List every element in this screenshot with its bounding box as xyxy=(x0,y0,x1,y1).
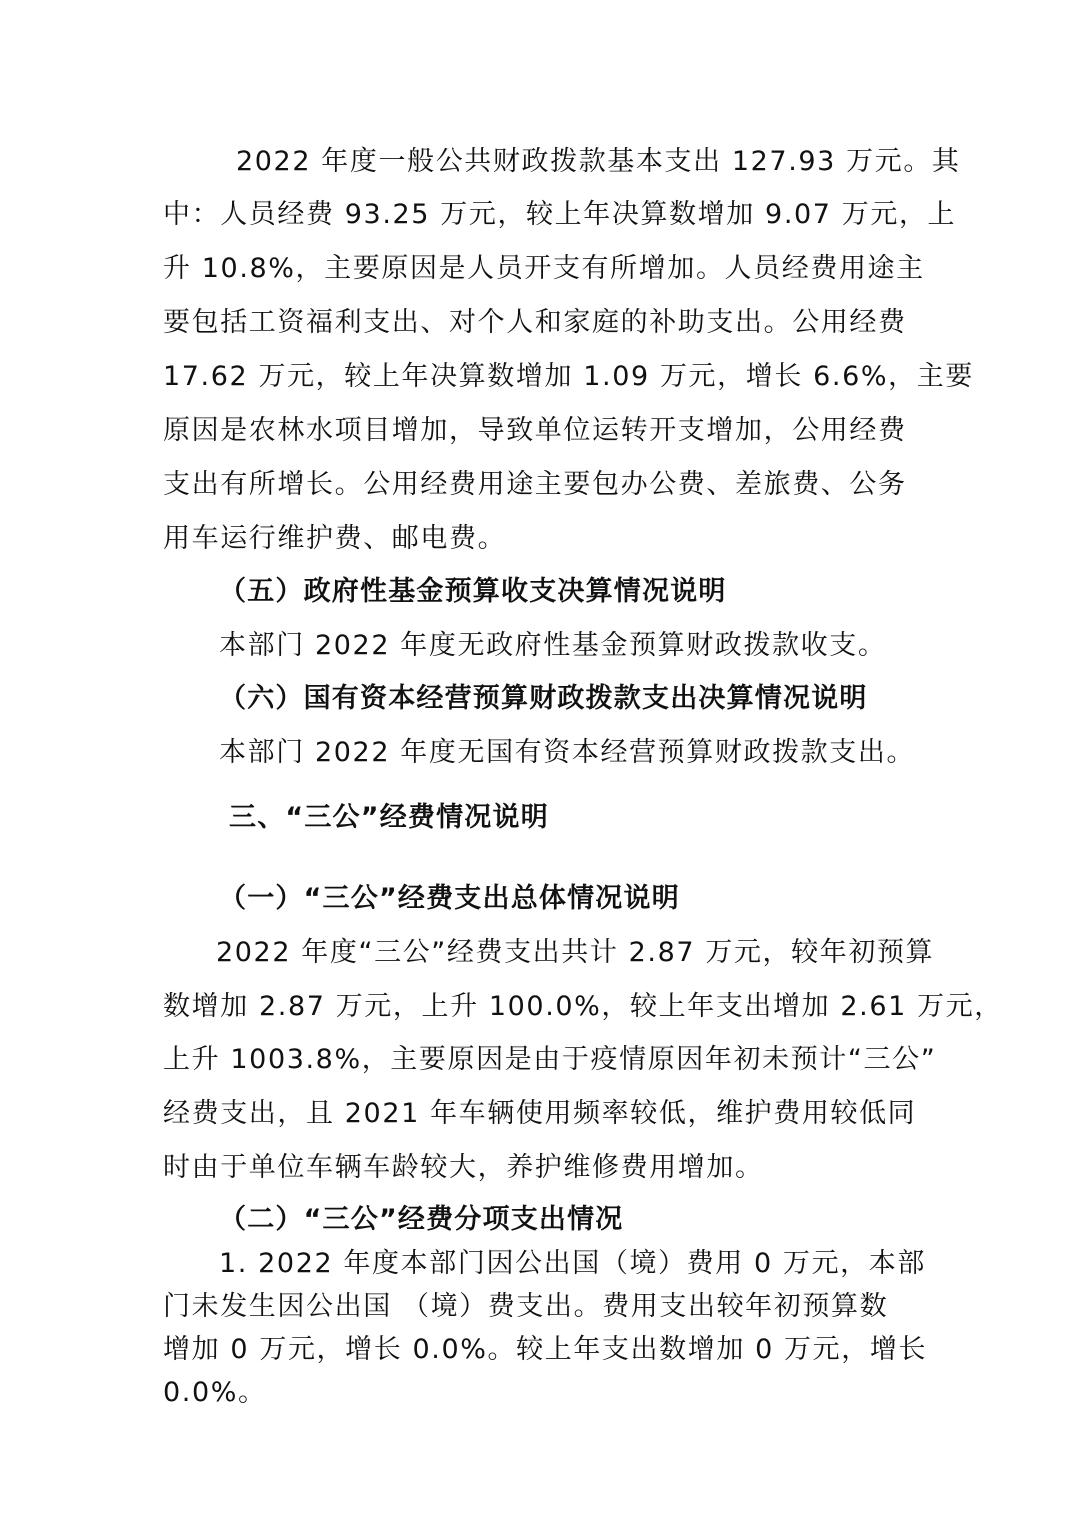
paragraph-line: 增加 0 万元，增长 0.0%。较上年支出数增加 0 万元，增长 xyxy=(163,1334,928,1365)
section-heading-5: （五）政府性基金预算收支决算情况说明 xyxy=(219,576,727,607)
paragraph-line: 原因是农林水项目增加，导致单位运转开支增加，公用经费 xyxy=(163,415,907,446)
paragraph-line: 17.62 万元，较上年决算数增加 1.09 万元，增长 6.6%，主要 xyxy=(163,361,974,392)
paragraph-line: 本部门 2022 年度无政府性基金预算财政拨款收支。 xyxy=(219,630,887,661)
paragraph-line: 上升 1003.8%，主要原因是由于疫情原因年初未预计“三公” xyxy=(163,1044,937,1075)
paragraph-line: 时由于单位车辆车龄较大，养护维修费用增加。 xyxy=(163,1152,764,1183)
subsection-heading-1: （一）“三公”经费支出总体情况说明 xyxy=(219,883,680,914)
paragraph-line: 经费支出，且 2021 年车辆使用频率较低，维护费用较低同 xyxy=(163,1098,917,1129)
paragraph-line: 支出有所增长。公用经费用途主要包办公费、差旅费、公务 xyxy=(163,469,907,500)
paragraph-line: 本部门 2022 年度无国有资本经营预算财政拨款支出。 xyxy=(219,737,916,768)
paragraph-line: 数增加 2.87 万元，上升 100.0%，较上年支出增加 2.61 万元， xyxy=(163,991,1003,1022)
paragraph-line: 用车运行维护费、邮电费。 xyxy=(163,523,507,554)
paragraph-line: 2022 年度“三公”经费支出共计 2.87 万元，较年初预算 xyxy=(216,937,935,968)
paragraph-line: 升 10.8%，主要原因是人员开支有所增加。人员经费用途主 xyxy=(163,253,925,284)
paragraph-line: 0.0%。 xyxy=(163,1377,267,1408)
section-heading-6: （六）国有资本经营预算财政拨款支出决算情况说明 xyxy=(219,683,868,714)
section-heading-3: 三、“三公”经费情况说明 xyxy=(229,802,549,833)
subsection-heading-2: （二）“三公”经费分项支出情况 xyxy=(219,1204,624,1235)
paragraph-line: 1. 2022 年度本部门因公出国（境）费用 0 万元，本部 xyxy=(219,1248,926,1279)
paragraph-line: 中：人员经费 93.25 万元，较上年决算数增加 9.07 万元，上 xyxy=(163,199,957,230)
paragraph-line: 门未发生因公出国 （境）费支出。费用支出较年初预算数 xyxy=(163,1291,889,1322)
paragraph-line: 2022 年度一般公共财政拨款基本支出 127.93 万元。其 xyxy=(236,146,961,177)
paragraph-line: 要包括工资福利支出、对个人和家庭的补助支出。公用经费 xyxy=(163,307,907,338)
